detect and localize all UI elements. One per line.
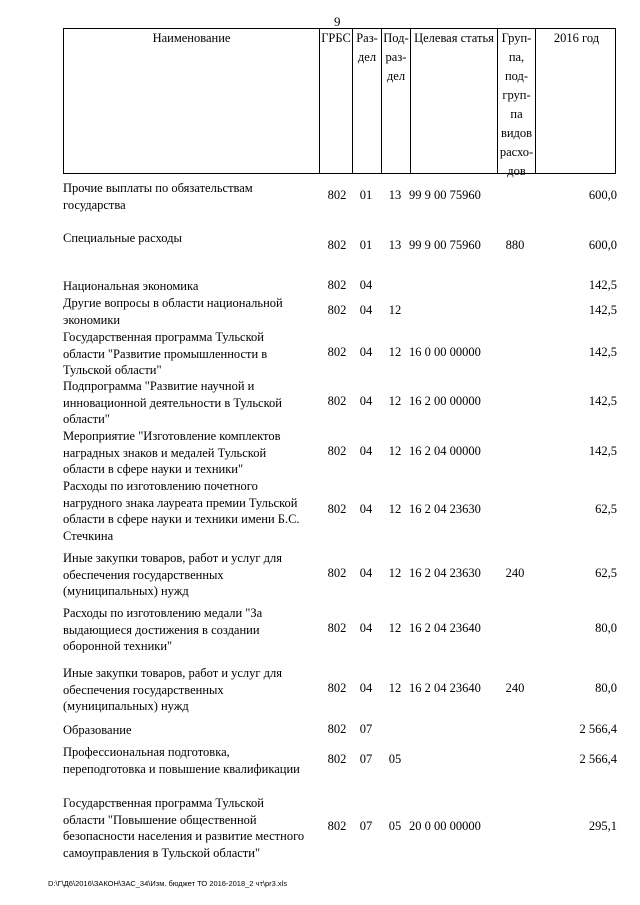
row-name: Расходы по изготовлению почетного нагрудного знака лауреата премии Тульской области в сфере науки и техники имени Б.С. Стечкина <box>63 479 300 543</box>
row-amount: 142,5 <box>588 303 617 317</box>
row-name: Профессиональная подготовка, переподготовка и повышение квалификации <box>63 745 300 776</box>
row-amount: 600,0 <box>588 188 617 202</box>
row-name: Другие вопросы в области национальной экономики <box>63 296 283 327</box>
row-grbs: 802 <box>327 752 347 766</box>
row-grbs: 802 <box>327 681 347 695</box>
row-vr: 240 <box>505 681 525 695</box>
header-podrazdel: Под- раз- дел <box>381 29 410 173</box>
row-podrazdel: 05 <box>388 819 402 833</box>
row-podrazdel: 12 <box>388 621 402 635</box>
row-name: Иные закупки товаров, работ и услуг для обеспечения государственных (муниципальных) нужд <box>63 551 283 598</box>
row-vr: 880 <box>505 238 525 252</box>
row-grbs: 802 <box>327 278 347 292</box>
row-amount: 80,0 <box>595 681 617 695</box>
row-cs: 16 0 00 00000 <box>409 345 481 359</box>
header-year: 2016 год <box>535 29 617 173</box>
row-name: Иные закупки товаров, работ и услуг для обеспечения государственных (муниципальных) нужд <box>63 666 283 713</box>
row-amount: 2 566,4 <box>579 722 617 736</box>
row-grbs: 802 <box>327 566 347 580</box>
row-name: Расходы по изготовлению медали "За выдающиеся достижения в создании оборонной техники" <box>63 606 263 653</box>
row-grbs: 802 <box>327 303 347 317</box>
header-vr: Груп- па, под- груп- па видов расхо- дов <box>497 29 535 173</box>
row-grbs: 802 <box>327 444 347 458</box>
row-razdel: 04 <box>359 681 373 695</box>
row-cs: 16 2 04 23630 <box>409 566 481 580</box>
row-razdel: 07 <box>359 819 373 833</box>
row-razdel: 07 <box>359 722 373 736</box>
row-name: Специальные расходы <box>63 231 182 245</box>
table-header <box>63 28 616 178</box>
row-name: Подпрограмма "Развитие научной и инновационной деятельности в Тульской области" <box>63 379 282 426</box>
row-name: Государственная программа Тульской области "Развитие промышленности в Тульской области" <box>63 330 268 377</box>
row-razdel: 04 <box>359 345 373 359</box>
row-amount: 142,5 <box>588 345 617 359</box>
row-amount: 142,5 <box>588 394 617 408</box>
row-cs: 16 2 00 00000 <box>409 394 481 408</box>
row-razdel: 01 <box>359 188 373 202</box>
page-number: 9 <box>334 14 341 29</box>
footer-file-path: D:\Г\Д6\2016\ЗАКОН\ЗАС_34\Изм. бюджет ТО 2016-2018_2 чт\pr3.xls <box>48 879 288 888</box>
header-razdel: Раз- дел <box>352 29 381 173</box>
row-grbs: 802 <box>327 238 347 252</box>
row-cs: 16 2 04 00000 <box>409 444 481 458</box>
row-razdel: 01 <box>359 238 373 252</box>
header-name: Наименование <box>152 31 231 45</box>
row-vr: 240 <box>505 566 525 580</box>
row-podrazdel: 12 <box>388 502 402 516</box>
row-podrazdel: 12 <box>388 681 402 695</box>
row-amount: 80,0 <box>595 621 617 635</box>
row-amount: 600,0 <box>588 238 617 252</box>
row-cs: 99 9 00 75960 <box>409 238 481 252</box>
header-grbs: ГРБС <box>319 29 352 173</box>
row-podrazdel: 12 <box>388 394 402 408</box>
row-name: Образование <box>63 723 132 737</box>
row-cs: 16 2 04 23640 <box>409 681 481 695</box>
row-cs: 20 0 00 00000 <box>409 819 481 833</box>
row-razdel: 04 <box>359 502 373 516</box>
row-grbs: 802 <box>327 621 347 635</box>
row-podrazdel: 05 <box>388 752 402 766</box>
row-name: Государственная программа Тульской области "Повышение общественной безопасности населения и развитие местного самоуправления в Тульской области" <box>63 796 305 860</box>
row-amount: 2 566,4 <box>579 752 617 766</box>
row-podrazdel: 12 <box>388 303 402 317</box>
row-podrazdel: 13 <box>388 188 402 202</box>
row-grbs: 802 <box>327 345 347 359</box>
row-grbs: 802 <box>327 502 347 516</box>
header-cs: Целевая статья <box>410 29 497 173</box>
row-amount: 142,5 <box>588 444 617 458</box>
row-razdel: 04 <box>359 621 373 635</box>
row-razdel: 04 <box>359 278 373 292</box>
row-amount: 142,5 <box>588 278 617 292</box>
row-grbs: 802 <box>327 394 347 408</box>
row-podrazdel: 13 <box>388 238 402 252</box>
row-podrazdel: 12 <box>388 345 402 359</box>
row-name: Национальная экономика <box>63 279 199 293</box>
row-cs: 99 9 00 75960 <box>409 188 481 202</box>
row-cs: 16 2 04 23630 <box>409 502 481 516</box>
row-name: Прочие выплаты по обязательствам государства <box>63 181 253 212</box>
row-name: Мероприятие "Изготовление комплектов наградных знаков и медалей Тульской области в сфере науки и техники" <box>63 429 281 476</box>
row-razdel: 04 <box>359 566 373 580</box>
row-podrazdel: 12 <box>388 444 402 458</box>
row-amount: 295,1 <box>588 819 617 833</box>
row-podrazdel: 12 <box>388 566 402 580</box>
row-grbs: 802 <box>327 188 347 202</box>
row-razdel: 07 <box>359 752 373 766</box>
row-razdel: 04 <box>359 303 373 317</box>
row-razdel: 04 <box>359 444 373 458</box>
row-amount: 62,5 <box>595 502 617 516</box>
row-razdel: 04 <box>359 394 373 408</box>
row-cs: 16 2 04 23640 <box>409 621 481 635</box>
row-amount: 62,5 <box>595 566 617 580</box>
row-grbs: 802 <box>327 722 347 736</box>
row-grbs: 802 <box>327 819 347 833</box>
